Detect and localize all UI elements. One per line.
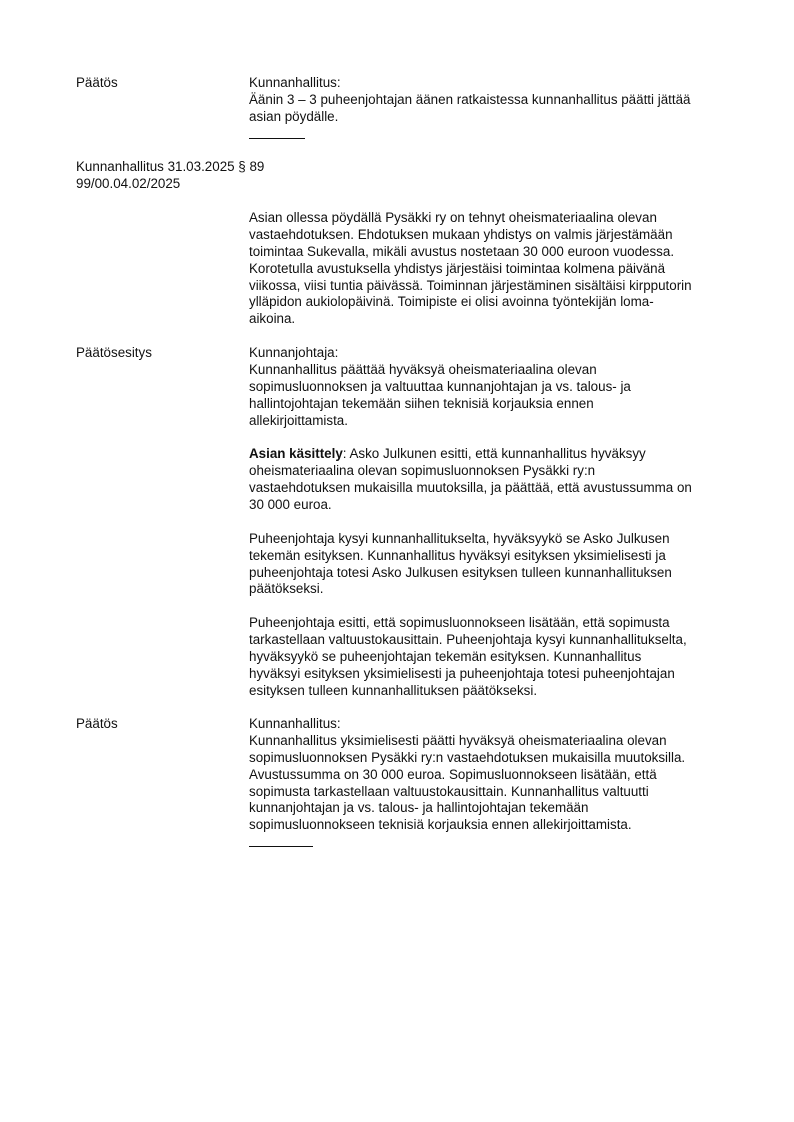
spacer — [249, 429, 739, 446]
text-line: Kunnanhallitus päättää hyväksyä oheismateriaalina olevan — [249, 361, 597, 377]
text-line: Äänin 3 – 3 puheenjohtajan äänen ratkaistessa kunnanhallitus päätti jättää — [249, 91, 691, 107]
section-body — [249, 345, 739, 700]
case-reference: 99/00.04.02/2025 — [76, 175, 181, 191]
text-line: hyväksyykö se puheenjohtajan tekemän esityksen. Kunnanhallitus — [249, 649, 642, 665]
text-line — [249, 446, 739, 463]
section-label: Päätös — [76, 716, 118, 731]
text-line: Puheenjohtaja esitti, että sopimusluonnokseen lisätään, että sopimusta — [249, 615, 670, 631]
end-rule — [249, 846, 313, 847]
text-line: asian pöydälle. — [249, 108, 339, 124]
meeting-title: Kunnanhallitus 31.03.2025 § 89 — [76, 159, 265, 174]
spacer — [249, 514, 739, 531]
text-line: 30 000 euroa. — [249, 497, 332, 513]
text-line: vastaehdotuksen mukaisilla muutoksilla, ja päättää, että avustussumma on — [249, 480, 692, 496]
spacer — [249, 598, 739, 615]
speaker: Kunnanjohtaja: — [249, 345, 339, 360]
text-line: hallintojohtajan tekemään siihen teknisiä korjauksia ennen — [249, 395, 594, 411]
handling-label: Asian käsittely — [249, 446, 343, 462]
text-line: aikoina. — [249, 311, 296, 327]
text-line: päätökseksi. — [249, 581, 324, 597]
text-line: Kunnanhallitus yksimielisesti päätti hyväksyä oheismateriaalina olevan — [249, 732, 667, 748]
text-line: sopimusluonnoksen ja valtuuttaa kunnanjohtajan ja vs. talous- ja — [249, 378, 631, 394]
section-body — [249, 716, 739, 847]
text-line: sopimusluonnoksen Pysäkki ry:n vastaehdotuksen mukaisilla muutoksilla. — [249, 749, 686, 765]
speaker: Kunnanhallitus: — [249, 75, 341, 90]
text-line: toimintaa Sukevalla, mikäli avustus nostetaan 30 000 euroon vuodessa. — [249, 243, 675, 259]
handling-text: : Asko Julkunen esitti, että kunnanhallitus hyväksyy — [342, 446, 646, 462]
text-line: puheenjohtaja totesi Asko Julkusen esityksen tulleen kunnanhallituksen — [249, 564, 672, 580]
text-line: sopimusluonnokseen teknisiä korjauksia ennen allekirjoittamista. — [249, 817, 632, 833]
text-line: tekemän esityksen. Kunnanhallitus hyväksyi esityksen yksimielisesti ja — [249, 547, 666, 563]
text-line: Asian ollessa pöydällä Pysäkki ry on tehnyt oheismateriaalina olevan — [249, 210, 657, 225]
text-line: ylläpidon aukiolopäivinä. Toimipiste ei olisi avoinna työntekijän loma- — [249, 294, 654, 310]
text-line: Avustussumma on 30 000 euroa. Sopimusluonnokseen lisätään, että — [249, 766, 657, 782]
section-label: Päätösesitys — [76, 345, 152, 360]
text-line: hyväksyi esityksen yksimielisesti ja puheenjohtaja totesi puheenjohtajan — [249, 665, 675, 681]
text-line: Korotetulla avustuksella yhdistys järjestäisi toimintaa kolmena päivänä — [249, 260, 666, 276]
section-body — [249, 75, 739, 139]
text-line: tarkastellaan valtuustokausittain. Puheenjohtaja kysyi kunnanhallitukselta, — [249, 632, 687, 648]
meeting-info — [76, 159, 264, 193]
text-line: Puheenjohtaja kysyi kunnanhallitukselta, hyväksyykö se Asko Julkusen — [249, 530, 670, 546]
text-line: vastaehdotuksen. Ehdotuksen mukaan yhdistys on valmis järjestämään — [249, 226, 673, 242]
text-line: sopimusta tarkastellaan valtuustokausittain. Kunnanhallitus valtuutti — [249, 783, 649, 799]
speaker: Kunnanhallitus: — [249, 716, 341, 731]
text-line: esityksen tulleen kunnanhallituksen päätökseksi. — [249, 682, 538, 698]
text-line: viikossa, viisi tuntia päivässä. Toiminnan järjestäminen sisältäisi kirpputorin — [249, 277, 692, 293]
section-body — [249, 210, 739, 328]
end-rule — [249, 138, 305, 139]
section-label: Päätös — [76, 75, 118, 90]
text-line: allekirjoittamista. — [249, 412, 348, 428]
text-line: oheismateriaalina olevan sopimusluonnoksen Pysäkki ry:n — [249, 463, 596, 479]
text-line: kunnanjohtajan ja vs. talous- ja hallintojohtajan tekemään — [249, 800, 589, 816]
